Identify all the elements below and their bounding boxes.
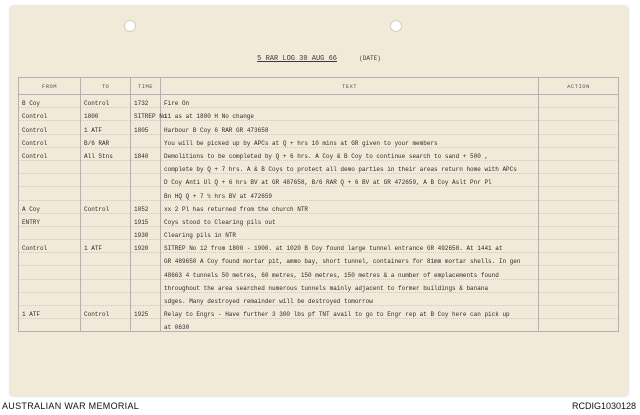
cell-time: [131, 319, 161, 332]
cell-to: [81, 226, 131, 239]
cell-time: [131, 279, 161, 292]
cell-from: [19, 174, 81, 187]
archive-name: AUSTRALIAN WAR MEMORIAL: [2, 401, 140, 411]
log-sheet: [10, 6, 628, 396]
log-header: [10, 55, 628, 63]
cell-text: Coys stood to Clearing pils out: [161, 213, 539, 226]
cell-time: [131, 174, 161, 187]
cell-time: 1930: [131, 226, 161, 239]
cell-action: [539, 200, 619, 213]
cell-time: [131, 292, 161, 305]
cell-action: [539, 240, 619, 253]
cell-text: Harbour B Coy 6 RAR GR 473658: [161, 121, 539, 134]
cell-action: [539, 147, 619, 160]
cell-to: [81, 279, 131, 292]
cell-action: [539, 174, 619, 187]
cell-text: Bn HQ Q + 7 ½ hrs BV at 472659: [161, 187, 539, 200]
cell-text: Demolitions to be completed by Q + 6 hrs. A Coy & B Coy to continue search to sand + 500 ,: [161, 147, 539, 160]
cell-from: [19, 292, 81, 305]
table-row: [19, 95, 619, 108]
cell-to: [81, 160, 131, 173]
cell-text: Fire On: [161, 95, 539, 108]
cell-action: [539, 226, 619, 239]
table-row: [19, 160, 619, 173]
cell-to: All Stns: [81, 147, 131, 160]
column-header: TIME: [131, 78, 161, 95]
cell-action: [539, 121, 619, 134]
cell-text: xx 2 Pl has returned from the church NTR: [161, 200, 539, 213]
column-header: FROM: [19, 78, 81, 95]
cell-to: Control: [81, 200, 131, 213]
cell-time: 1925: [131, 306, 161, 319]
table-row: [19, 226, 619, 239]
cell-action: [539, 266, 619, 279]
table-row: [19, 279, 619, 292]
table-row: [19, 292, 619, 305]
punch-hole: [390, 20, 402, 32]
table-row: [19, 174, 619, 187]
cell-text: 48663 4 tunnels 50 metres, 60 metres, 150 metres, 150 metres & a number of emplacements found: [161, 266, 539, 279]
cell-time: [131, 266, 161, 279]
document-id: RCDIG1030128: [571, 401, 636, 411]
cell-to: [81, 174, 131, 187]
log-table: [18, 77, 619, 332]
cell-text: 11 as at 1800 H No change: [161, 108, 539, 121]
table-row: [19, 187, 619, 200]
table-row: [19, 253, 619, 266]
cell-to: 1 ATF: [81, 240, 131, 253]
cell-action: [539, 213, 619, 226]
cell-text: Clearing pils in NTR: [161, 226, 539, 239]
cell-text: SITREP No 12 from 1800 - 1900. at 1020 B Coy found large tunnel entrance GR 492658. At 1441 at: [161, 240, 539, 253]
table-row: [19, 213, 619, 226]
cell-text: GR 489650 A Coy found mortar pit, ammo bay, short tunnel, containers for 81mm mortar shells. In gen: [161, 253, 539, 266]
cell-action: [539, 253, 619, 266]
cell-time: [131, 253, 161, 266]
cell-action: [539, 292, 619, 305]
cell-text: D Coy Anti Ul Q + 6 hrs BV at GR 487658, B/6 RAR Q + 6 BV at GR 472659, A B Coy Aslt Pnr Pl: [161, 174, 539, 187]
cell-to: Control: [81, 306, 131, 319]
cell-time: 1920: [131, 240, 161, 253]
table-row: [19, 240, 619, 253]
column-header: TEXT: [161, 78, 539, 95]
cell-to: 1 ATF: [81, 121, 131, 134]
table-row: [19, 306, 619, 319]
cell-from: B Coy: [19, 95, 81, 108]
cell-action: [539, 319, 619, 332]
cell-to: Control: [81, 95, 131, 108]
cell-action: [539, 187, 619, 200]
cell-time: [131, 134, 161, 147]
unit-date-title: 5 RAR LOG 30 AUG 66: [257, 55, 337, 63]
cell-to: [81, 292, 131, 305]
cell-action: [539, 95, 619, 108]
cell-from: [19, 266, 81, 279]
cell-action: [539, 306, 619, 319]
cell-from: Control: [19, 121, 81, 134]
cell-time: [131, 160, 161, 173]
cell-to: 1800: [81, 108, 131, 121]
table-row: [19, 108, 619, 121]
cell-time: SITREP No: [131, 108, 161, 121]
table-row: [19, 200, 619, 213]
cell-to: [81, 253, 131, 266]
cell-from: Control: [19, 108, 81, 121]
cell-text: You will be picked up by APCs at Q + hrs 10 mins at GR given to your members: [161, 134, 539, 147]
column-header: ACTION: [539, 78, 619, 95]
cell-from: ENTRY: [19, 213, 81, 226]
table-row: [19, 319, 619, 332]
cell-to: [81, 213, 131, 226]
cell-time: 1840: [131, 147, 161, 160]
cell-time: [131, 187, 161, 200]
cell-to: [81, 319, 131, 332]
cell-time: 1805: [131, 121, 161, 134]
table-row: [19, 266, 619, 279]
cell-action: [539, 134, 619, 147]
cell-to: [81, 187, 131, 200]
cell-time: 1915: [131, 213, 161, 226]
cell-from: [19, 279, 81, 292]
table-row: [19, 147, 619, 160]
cell-action: [539, 279, 619, 292]
log-body: [19, 95, 619, 332]
cell-text: throughout the area searched numerous tunnels mainly adjacent to former buildings & banana: [161, 279, 539, 292]
cell-from: [19, 253, 81, 266]
table-row: [19, 121, 619, 134]
footer-bar: [0, 399, 640, 415]
cell-time: 1852: [131, 200, 161, 213]
cell-to: [81, 266, 131, 279]
cell-from: Control: [19, 147, 81, 160]
cell-to: B/6 RAR: [81, 134, 131, 147]
cell-text: at 0630: [161, 319, 539, 332]
cell-text: complete by Q + 7 hrs. A & B Coys to protect all demo parties in their areas return home with APCs: [161, 160, 539, 173]
cell-from: [19, 319, 81, 332]
cell-text: Relay to Engrs - Have further 3 300 lbs pf TNT avail to go to Engr rep at B Coy here can pick up: [161, 306, 539, 319]
cell-text: sdges. Many destroyed remainder will be destroyed tomorrow: [161, 292, 539, 305]
table-row: [19, 134, 619, 147]
cell-from: [19, 187, 81, 200]
cell-from: [19, 226, 81, 239]
date-label: (DATE): [359, 55, 381, 62]
punch-hole: [124, 20, 136, 32]
cell-action: [539, 108, 619, 121]
cell-from: Control: [19, 240, 81, 253]
cell-from: 1 ATF: [19, 306, 81, 319]
cell-action: [539, 160, 619, 173]
column-header: TO: [81, 78, 131, 95]
table-header-row: [19, 78, 619, 95]
cell-time: 1732: [131, 95, 161, 108]
cell-from: Control: [19, 134, 81, 147]
cell-from: A Coy: [19, 200, 81, 213]
cell-from: [19, 160, 81, 173]
